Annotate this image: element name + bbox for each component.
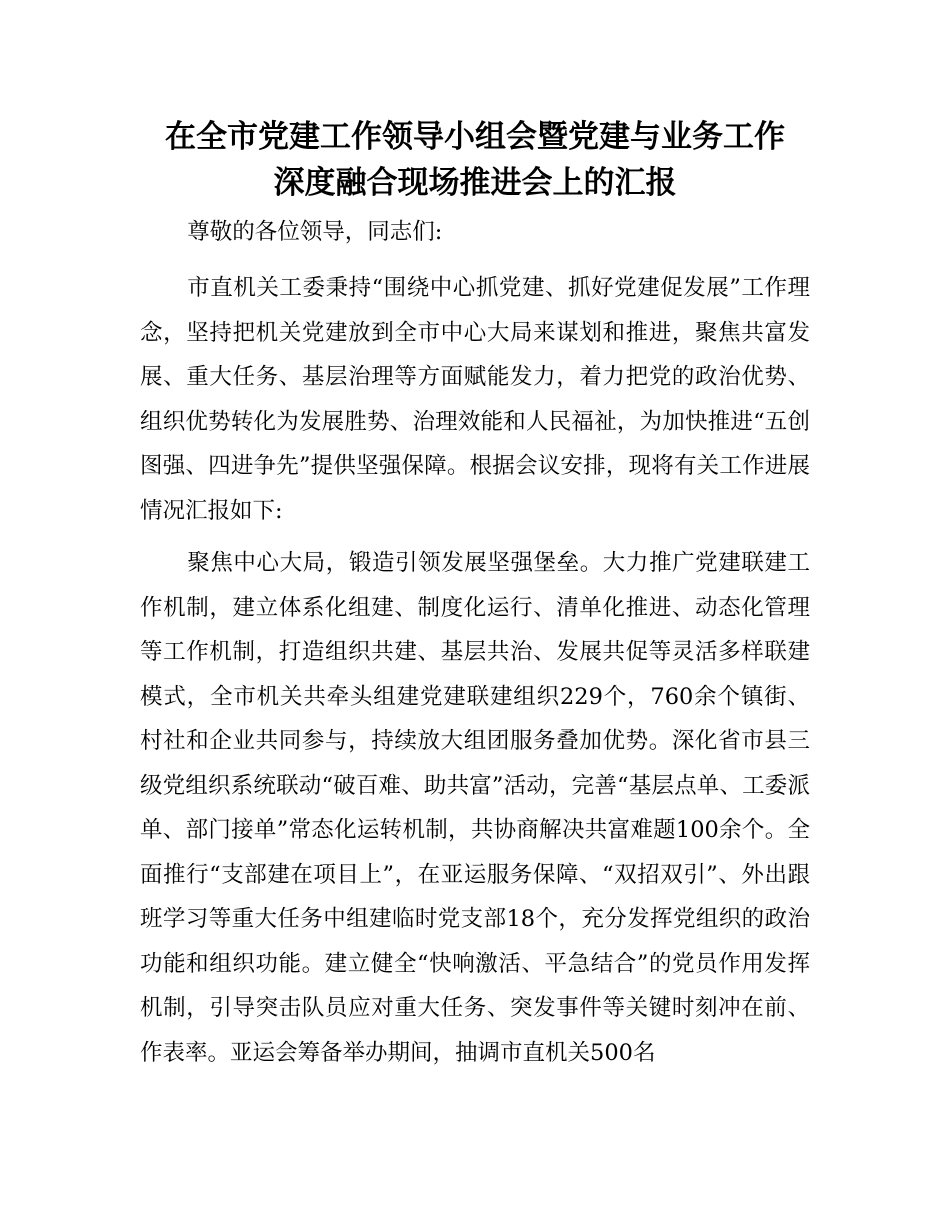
paragraph-focus-center: 聚焦中心大局，锻造引领发展坚强堡垒。大力推广党建联建工作机制，建立体系化组建、制度化运行、清单化推进、动态化管理等工作机制，打造组织共建、基层共治、发展共促等灵活多样联建模式，全市机关共牵头组建党建联建组织229个，760余个镇街、村社和企业共同参与，持续放大组团服务叠加优势。深化省市县三级党组织系统联动“破百难、助共富”活动，完善“基层点单、工委派单、部门接单”常态化运转机制，共协商解决共富难题100余个。全面推行“支部建在项目上”，在亚运服务保障、“双招双引”、外出跟班学习等重大任务中组建临时党支部18个，充分发挥党组织的政治功能和组织功能。建立健全“快响激活、平急结合”的党员作用发挥机制，引导突击队员应对重大任务、突发事件等关键时刻冲在前、作表率。亚运会筹备举办期间，抽调市直机关500名 [140, 550, 810, 1066]
document-title-line-2: 深度融合现场推进会上的汇报 [273, 165, 677, 201]
paragraph-intro: 市直机关工委秉持“围绕中心抓党建、抓好党建促发展”工作理念，坚持把机关党建放到全市中心大局来谋划和推进，聚焦共富发展、重大任务、基层治理等方面赋能发力，着力把党的政治优势、组织优势转化为发展胜势、治理效能和人民福祉，为加快推进“五创图强、四进争先”提供坚强保障。根据会议安排，现将有关工作进展情况汇报如下: [140, 275, 810, 524]
salutation: 尊敬的各位领导，同志们: [187, 219, 443, 245]
document-title-line-1: 在全市党建工作领导小组会暨党建与业务工作 [165, 119, 785, 155]
